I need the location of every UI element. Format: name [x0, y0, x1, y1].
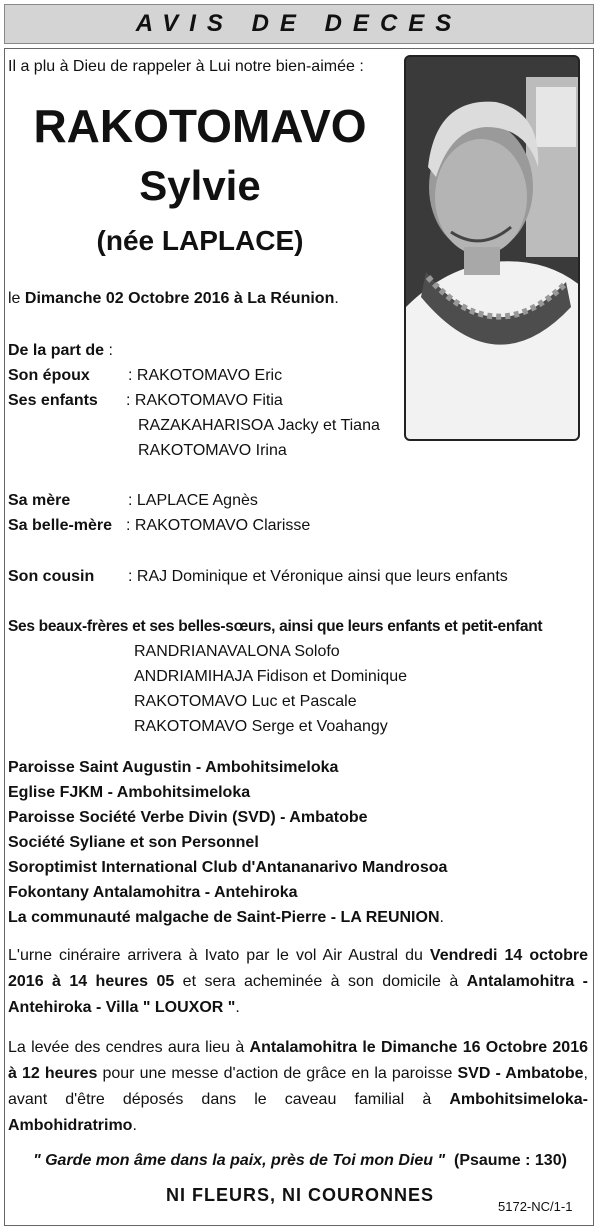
reference-code: 5172-NC/1-1 [498, 1199, 573, 1214]
org-line: Eglise FJKM - Ambohitsimeloka [8, 784, 251, 801]
beaux-heading: Ses beaux-frères et ses belles-sœurs, ainsi que leurs enfants et petit-enfant [8, 618, 543, 635]
cousin-value: : RAJ Dominique et Véronique ainsi que leurs enfants [128, 568, 508, 585]
beaux-name: RAKOTOMAVO Luc et Pascale [134, 693, 357, 710]
org-line: Paroisse Société Verbe Divin (SVD) - Ambatobe [8, 809, 368, 826]
part-label: De la part de : [8, 342, 113, 359]
beaux-name: ANDRIAMIHAJA Fidison et Dominique [134, 668, 407, 685]
org-line: Soroptimist International Club d'Antananarivo Mandrosoa [8, 859, 448, 876]
deceased-surname: RAKOTOMAVO [33, 100, 367, 152]
org-line: Société Syliane et son Personnel [8, 834, 259, 851]
beaux-name: RAKOTOMAVO Serge et Voahangy [134, 718, 388, 735]
enfant-line-3: RAKOTOMAVO Irina [138, 442, 287, 459]
org-line: Fokontany Antalamohitra - Antehiroka [8, 884, 298, 901]
bellemere-value: : RAKOTOMAVO Clarisse [126, 517, 311, 534]
bellemere-label: Sa belle-mère [8, 517, 113, 534]
avis-header: AVIS DE DECES [4, 4, 594, 44]
death-date-line: le Dimanche 02 Octobre 2016 à La Réunion. [8, 290, 339, 307]
enfants-label: Ses enfants [8, 392, 98, 409]
urne-paragraph: L'urne cinéraire arrivera à Ivato par le vol Air Austral du Vendredi 14 octobre 2016 à 14 heures 05 et sera acheminée à son domicile à Antalamohitra - Antehiroka - Villa " LOUXOR ". [8, 947, 589, 1016]
psalm-quote: " Garde mon âme dans la paix, près de Toi mon Dieu " (Psaume : 130) [33, 1152, 567, 1169]
deceased-maiden-name: (née LAPLACE) [96, 225, 304, 256]
cousin-label: Son cousin [8, 568, 95, 585]
intro-text: Il a plu à Dieu de rappeler à Lui notre bien-aimée : [8, 58, 364, 75]
enfant-line-2: RAZAKAHARISOA Jacky et Tiana [138, 417, 380, 434]
epoux-value: : RAKOTOMAVO Eric [128, 367, 283, 384]
beaux-name: RANDRIANAVALONA Solofo [134, 643, 340, 660]
portrait-image [406, 57, 580, 441]
mere-label: Sa mère [8, 492, 71, 509]
portrait-photo [404, 55, 580, 441]
deceased-firstname: Sylvie [139, 162, 261, 209]
mere-value: : LAPLACE Agnès [128, 492, 258, 509]
org-line: La communauté malgache de Saint-Pierre - LA REUNION. [8, 909, 444, 926]
org-line: Paroisse Saint Augustin - Ambohitsimeloka [8, 759, 339, 776]
enfants-value: : RAKOTOMAVO Fitia [126, 392, 283, 409]
epoux-label: Son époux [8, 367, 90, 384]
no-flowers-notice: NI FLEURS, NI COURONNES [165, 1185, 434, 1205]
levee-paragraph: La levée des cendres aura lieu à Antalamohitra le Dimanche 16 Octobre 2016 à 12 heures pour une messe d'action de grâce en la paroisse SVD - Ambatobe, avant d'être déposés dans le caveau familial à Ambohitsimeloka- Ambohidratrimo. [8, 1039, 588, 1134]
